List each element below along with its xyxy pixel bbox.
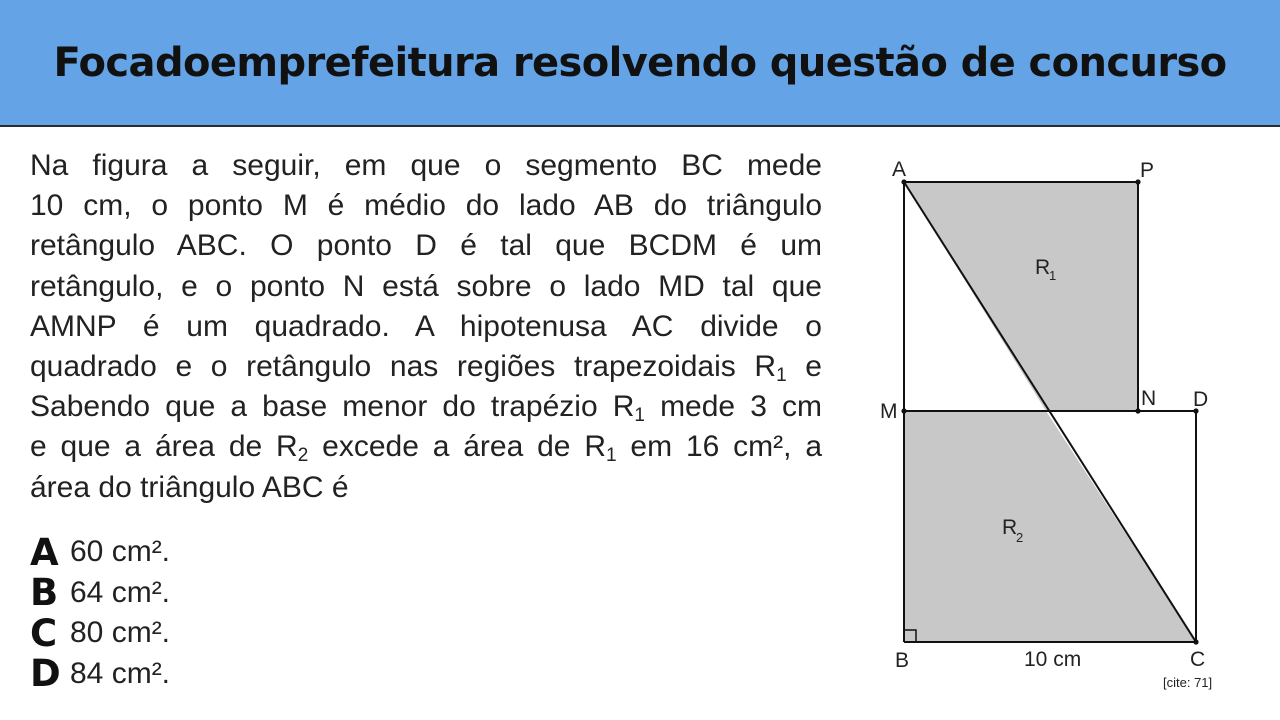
question-line [30,347,822,387]
label-m: M [880,400,898,423]
label-region-r1: R [1035,256,1051,279]
label-region-r1-sub: 1 [1049,268,1057,283]
subscript: 1 [606,445,617,467]
question-text-segment: Sabendo que a base menor do trapézio R [30,390,635,424]
point-m-dot [901,408,906,413]
question-text-segment: excede a área de R [308,430,607,464]
question-line: 10 cm, o ponto M é médio do lado AB do triângulo [30,189,822,223]
option-text: 64 cm². [70,575,171,609]
option-b[interactable] [30,573,170,614]
question-line: retângulo, e o ponto N está sobre o lado MD tal que [30,269,822,303]
question-text-segment: em 16 cm², a [616,430,822,464]
question-text-segment: e [786,350,822,384]
question-text [30,146,822,508]
question-text-segment: quadrado e o retângulo nas regiões trapezoidais R [30,350,777,384]
question-line: Na figura a seguir, em que o segmento BC mede [30,149,822,182]
option-text: 84 cm². [70,656,171,690]
option-text: 80 cm². [70,616,171,650]
question-line: AMNP é um quadrado. A hipotenusa AC divide o [30,309,822,343]
label-b: B [895,649,910,670]
subscript: 1 [776,365,787,387]
option-letter: C [30,611,58,655]
question-line [30,387,822,427]
label-bc-length: 10 cm [1024,648,1082,670]
point-c-dot [1193,639,1198,644]
title-banner [0,0,1280,127]
option-d[interactable] [30,654,170,695]
label-d: D [1193,388,1209,411]
option-text: 60 cm². [70,535,171,569]
label-a: A [892,158,907,181]
label-region-r2: R [1002,516,1018,539]
subscript: 2 [297,445,309,467]
label-p: P [1140,159,1155,182]
option-letter: B [30,571,59,615]
page-title: Focadoemprefeitura resolvendo questão de concurso [53,40,1227,86]
option-letter: D [30,652,61,696]
subscript: 1 [634,405,645,427]
label-c: C [1190,648,1206,670]
label-n: N [1141,387,1157,410]
question-line [30,427,822,467]
answer-options [30,532,170,694]
citation-note: [cite: 71] [1163,675,1213,690]
question-text-segment: mede 3 cm [644,390,822,424]
option-a[interactable] [30,532,170,573]
geometry-figure [870,150,1250,670]
question-line: área do triângulo ABC é [30,470,349,504]
region-r2-shape [904,411,1196,642]
region-r1-shape [904,182,1138,411]
label-region-r2-sub: 2 [1016,530,1024,545]
point-n-dot [1135,408,1140,413]
question-line: retângulo ABC. O ponto D é tal que BCDM é um [30,229,822,263]
option-c[interactable] [30,613,170,654]
option-letter: A [30,530,59,574]
question-text-segment: e que a área de R [30,430,298,464]
